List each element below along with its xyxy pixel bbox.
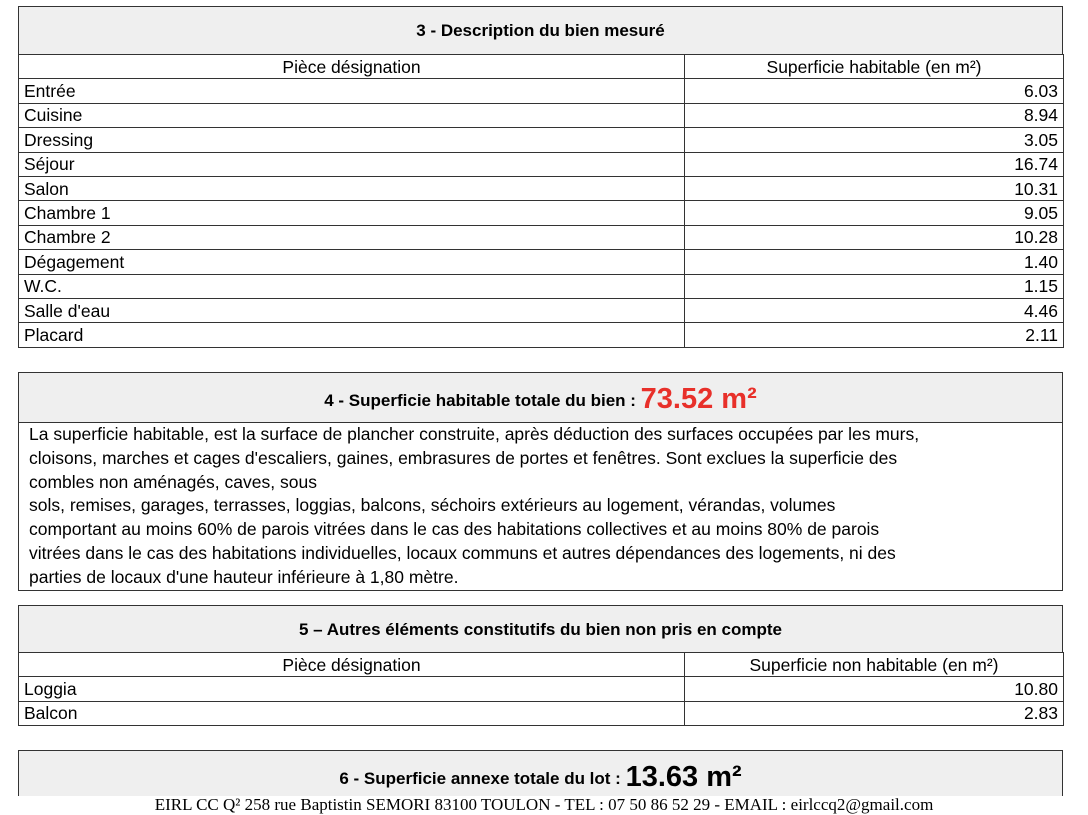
section-3 xyxy=(18,6,1063,348)
definition-line: parties de locaux d'une hauteur inférieure à 1,80 mètre. xyxy=(29,566,459,587)
table-row xyxy=(19,250,1064,274)
definition-line: comportant au moins 60% de parois vitrées dans le cas des habitations collectives et au moins 80% de parois xyxy=(29,519,880,540)
room-surface: 1.40 xyxy=(685,250,1064,274)
section-6-header xyxy=(18,750,1063,796)
footer-contact: EIRL CC Q² 258 rue Baptistin SEMORI 83100 TOULON - TEL : 07 50 86 52 29 - EMAIL : eirlccq2@gmail.com xyxy=(154,795,934,814)
total-habitable-area: 73.52 m² xyxy=(640,383,757,415)
room-name: Placard xyxy=(19,323,685,347)
room-name: Dressing xyxy=(19,128,685,152)
table-row xyxy=(19,201,1064,225)
table-row xyxy=(19,323,1064,347)
table-row xyxy=(19,128,1064,152)
room-surface: 2.11 xyxy=(685,323,1064,347)
section-6 xyxy=(18,750,1063,796)
table-row xyxy=(19,79,1064,103)
table-row xyxy=(19,103,1064,127)
room-name: Dégagement xyxy=(19,250,685,274)
room-name: Balcon xyxy=(19,701,685,725)
room-name: Entrée xyxy=(19,79,685,103)
room-surface: 1.15 xyxy=(685,274,1064,298)
section-6-title: 6 - Superficie annexe totale du lot : xyxy=(339,769,626,788)
room-surface: 10.80 xyxy=(685,677,1064,701)
room-surface: 9.05 xyxy=(685,201,1064,225)
rooms-table xyxy=(18,54,1064,348)
room-name: Chambre 2 xyxy=(19,225,685,249)
room-surface: 4.46 xyxy=(685,298,1064,322)
table-row xyxy=(19,298,1064,322)
room-surface: 10.28 xyxy=(685,225,1064,249)
section-4-header xyxy=(18,372,1063,423)
room-surface: 16.74 xyxy=(685,152,1064,176)
section-5 xyxy=(18,605,1063,726)
table-row xyxy=(19,176,1064,200)
definition-line: vitrées dans le cas des habitations individuelles, locaux communs et autres dépendances des logements, ni des xyxy=(29,542,896,563)
room-surface: 3.05 xyxy=(685,128,1064,152)
definition-text xyxy=(18,423,1063,591)
definition-line: cloisons, marches et cages d'escaliers, gaines, embrasures de portes et fenêtres. Sont exclues la superficie des xyxy=(29,447,898,468)
room-name: Loggia xyxy=(19,677,685,701)
room-name: Séjour xyxy=(19,152,685,176)
section-4 xyxy=(18,372,1063,591)
total-annex-area: 13.63 m² xyxy=(625,761,742,793)
table-header-row xyxy=(19,55,1064,79)
table-row xyxy=(19,225,1064,249)
table-header-row xyxy=(19,653,1064,677)
room-surface: 6.03 xyxy=(685,79,1064,103)
definition-line: La superficie habitable, est la surface de plancher construite, après déduction des surfaces occupées par les murs, xyxy=(29,424,920,444)
room-name: Salle d'eau xyxy=(19,298,685,322)
room-surface: 2.83 xyxy=(685,701,1064,725)
definition-line: combles non aménagés, caves, sous xyxy=(29,471,317,492)
column-header-piece: Pièce désignation xyxy=(19,55,685,79)
room-name: W.C. xyxy=(19,274,685,298)
table-row xyxy=(19,701,1064,725)
definition-line: sols, remises, garages, terrasses, loggias, balcons, séchoirs extérieurs au logement, vérandas, volumes xyxy=(29,495,836,516)
room-name: Chambre 1 xyxy=(19,201,685,225)
column-header-piece: Pièce désignation xyxy=(19,653,685,677)
column-header-surface: Superficie habitable (en m²) xyxy=(685,55,1064,79)
section-4-title: 4 - Superficie habitable totale du bien : xyxy=(324,391,641,410)
section-5-title: 5 – Autres éléments constitutifs du bien non pris en compte xyxy=(18,605,1063,653)
table-row xyxy=(19,274,1064,298)
room-surface: 10.31 xyxy=(685,176,1064,200)
table-row xyxy=(19,152,1064,176)
section-3-title: 3 - Description du bien mesuré xyxy=(18,6,1063,55)
table-row xyxy=(19,677,1064,701)
column-header-surface: Superficie non habitable (en m²) xyxy=(685,653,1064,677)
room-name: Cuisine xyxy=(19,103,685,127)
annex-table xyxy=(18,652,1064,726)
room-surface: 8.94 xyxy=(685,103,1064,127)
room-name: Salon xyxy=(19,176,685,200)
